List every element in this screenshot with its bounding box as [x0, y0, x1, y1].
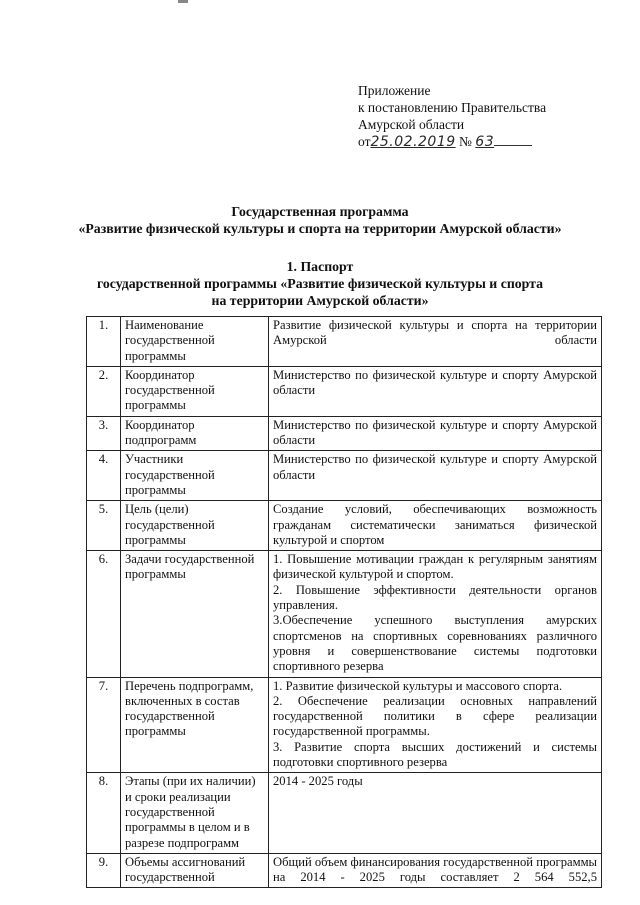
appendix-line-3: Амурской области: [358, 117, 465, 132]
row-value-paragraph: 1. Развитие физической культуры и массового спорта.: [273, 678, 563, 693]
row-value: [269, 317, 602, 367]
appendix-date-line: [358, 133, 628, 151]
scan-mark: [178, 0, 188, 3]
row-number: 9.: [87, 853, 121, 888]
table-row: [87, 853, 602, 888]
row-number: 1.: [87, 317, 121, 367]
passport-title-line-2: государственной программы «Развитие физической культуры и спорта: [96, 276, 544, 291]
appendix-line-1: Приложение: [358, 83, 431, 98]
row-label: Координатор подпрограмм: [121, 416, 269, 451]
row-label: Координатор государственной программы: [121, 366, 269, 416]
row-value-paragraph: Развитие физической культуры и спорта на территории Амурской области: [273, 318, 597, 348]
row-value: [269, 366, 602, 416]
row-value: [269, 677, 602, 773]
row-value: [269, 853, 602, 888]
row-value-paragraph: 3.Обеспечение успешного выступления амурских спортсменов на спортивных соревнованиях различного уровня и совершенствование системы подготовки спортивного резерва: [273, 613, 597, 674]
table-row: [87, 451, 602, 501]
handwritten-number: 63: [475, 134, 495, 150]
row-value-paragraph: Министерство по физической культуре и спорту Амурской области: [273, 452, 597, 482]
row-value: [269, 416, 602, 451]
row-number: 4.: [87, 451, 121, 501]
row-value-paragraph: 2. Обеспечение реализации основных направлений государственной политики в сфере реализации государственной программы.: [273, 693, 597, 739]
row-value-paragraph: 3. Развитие спорта высших достижений и системы подготовки спортивного резерва: [273, 739, 597, 770]
number-prefix: №: [459, 134, 472, 149]
table-row: [87, 773, 602, 853]
row-value: [269, 773, 602, 853]
row-label: Наименование государственной программы: [121, 317, 269, 367]
row-label: Перечень подпрограмм, включенных в состав государственной программы: [121, 677, 269, 773]
appendix-line-2: к постановлению Правительства: [358, 100, 547, 115]
program-title: [0, 203, 640, 237]
passport-title-line-1: 1. Паспорт: [286, 259, 354, 274]
table-row: [87, 551, 602, 677]
passport-title: [0, 258, 640, 309]
table-row: [87, 317, 602, 367]
row-label: Участники государственной программы: [121, 451, 269, 501]
row-label: Объемы ассигнований государственной: [121, 853, 269, 888]
row-label: Этапы (при их наличии) и сроки реализации государственной программы в целом и в разрезе подпрограмм: [121, 773, 269, 853]
passport-title-line-3: на территории Амурской области»: [211, 293, 429, 308]
table-row: [87, 416, 602, 451]
passport-table: [86, 316, 602, 888]
row-number: 2.: [87, 366, 121, 416]
row-value-paragraph: Министерство по физической культуре и спорту Амурской области: [273, 367, 597, 398]
table-row: [87, 677, 602, 773]
row-value-paragraph: 1. Повышение мотивации граждан к регулярным занятиям физической культурой и спортом.: [273, 552, 597, 582]
table-row: [87, 366, 602, 416]
program-title-line-1: Государственная программа: [231, 204, 409, 219]
row-number: 3.: [87, 416, 121, 451]
row-number: 6.: [87, 551, 121, 677]
row-value: [269, 551, 602, 677]
table-row: [87, 501, 602, 551]
handwritten-date: 25.02.2019: [370, 134, 456, 150]
date-prefix: от: [358, 134, 371, 149]
row-number: 8.: [87, 773, 121, 853]
row-value-paragraph: Создание условий, обеспечивающих возможность гражданам систематически заниматься физической культурой и спортом: [273, 502, 597, 547]
row-value-paragraph: 2. Повышение эффективности деятельности органов управления.: [273, 582, 597, 613]
program-title-line-2: «Развитие физической культуры и спорта на территории Амурской области»: [78, 221, 562, 236]
row-value-paragraph: 2014 - 2025 годы: [273, 774, 363, 789]
row-value: [269, 501, 602, 551]
number-underline: [494, 145, 532, 146]
row-label: Цель (цели) государственной программы: [121, 501, 269, 551]
row-value-paragraph: Общий объем финансирования государственной программы на 2014 - 2025 годы составляет 2 564 552,5: [273, 854, 597, 885]
row-number: 7.: [87, 677, 121, 773]
row-label: Задачи государственной программы: [121, 551, 269, 677]
row-number: 5.: [87, 501, 121, 551]
appendix-block: [358, 82, 628, 151]
row-value: [269, 451, 602, 501]
row-value-paragraph: Министерство по физической культуре и спорту Амурской области: [273, 417, 597, 448]
